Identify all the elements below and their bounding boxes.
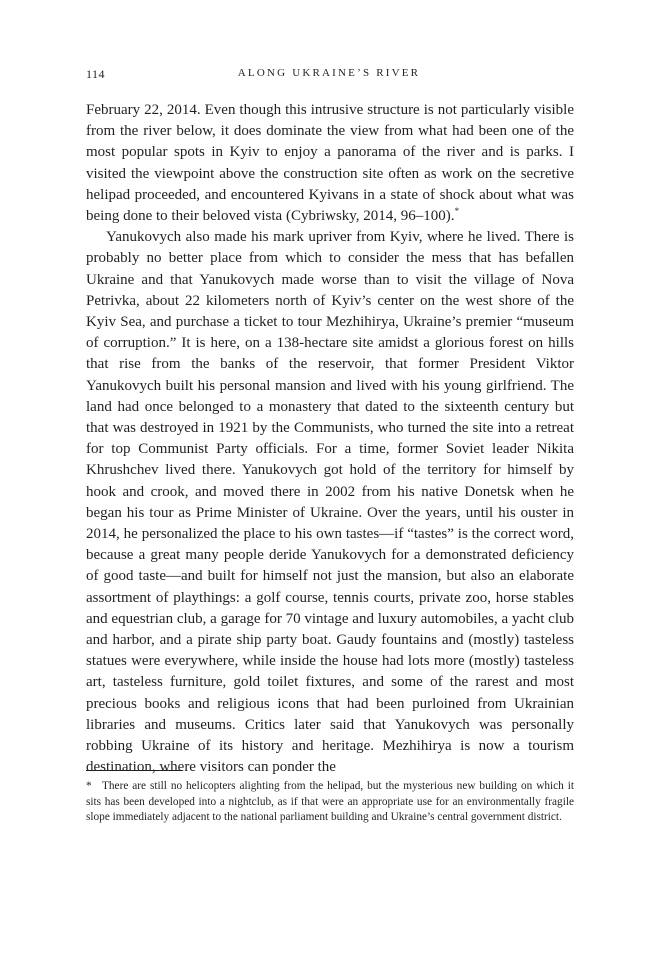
running-head [86,67,572,83]
page-number: 114 [86,67,106,81]
body-text [86,100,574,779]
footnote-text: There are still no helicopters alighting from the helipad, but the mysterious new building on which it sits has been developed into a nightclub, as if that were an appropriate use for an environmentally fragile slope immediately adjacent to the national parliament building and Ukraine’s central government district. [86,780,574,824]
footnote-divider [86,770,182,771]
body-paragraph-1 [86,100,574,227]
body-paragraph-1-text: February 22, 2014. Even though this intrusive structure is not particularly visible from the river below, it does dominate the view from what had been one of the most popular spots in Kyiv to enjoy a panorama of the river and is parks. I visited the viewpoint above the construction site often as work on the secretive helipad proceeded, and encountered Kyivans in a state of shock about what was being done to their beloved vista (Cybriwsky, 2014, 96–100). [86,102,574,225]
body-paragraph-2: Yanukovych also made his mark upriver from Kyiv, where he lived. There is probably no better place from which to consider the mess that has befallen Ukraine and that Yanukovych made worse than to visit the village of Nova Petrivka, about 22 kilometers north of Kyiv’s center on the west shore of the Kyiv Sea, and purchase a ticket to tour Mezhihirya, Ukraine’s premier “museum of corruption.” It is here, on a 138-hectare site amidst a glorious forest on hills that rise from the banks of the reservoir, that former President Viktor Yanukovych built his personal mansion and lived with his young girlfriend. The land had once belonged to a monastery that dated to the sixteenth century but that was destroyed in 1921 by the Communists, who turned the site into a retreat for top Communist Party officials. For a time, former Soviet leader Nikita Khrushchev lived there. Yanukovych got hold of the territory for himself by hook and crook, and moved there in 2002 from his native Donetsk when he began his tour as Prime Minister of Ukraine. Over the years, until his ouster in 2014, he personalized the place to his own tastes—if “tastes” is the correct word, because a great many people deride Yanukovych for a demonstrated deficiency of good taste—and built for himself not just the mansion, but also an elaborate assortment of playthings: a golf course, tennis courts, private zoo, horse stables and equestrian club, a garage for 70 vintage and luxury automobiles, a yacht club and harbor, and a pirate ship party boat. Gaudy fountains and (mostly) tasteless statues were everywhere, while inside the house had lots more (mostly) tasteless art, tasteless furniture, gold toilet fixtures, and some of the rarest and most precious books and religious icons that had been purloined from Ukrainian libraries and museums. Critics later said that Yanukovych was personally robbing Ukraine of its history and heritage. Mezhihirya is now a tourism destination, where visitors can ponder the [86,229,574,776]
footnote-marker: * [86,780,92,792]
footnote-reference-marker[interactable]: * [454,206,460,217]
running-title: ALONG UKRAINE’S RIVER [237,67,421,79]
footnote [86,779,574,826]
